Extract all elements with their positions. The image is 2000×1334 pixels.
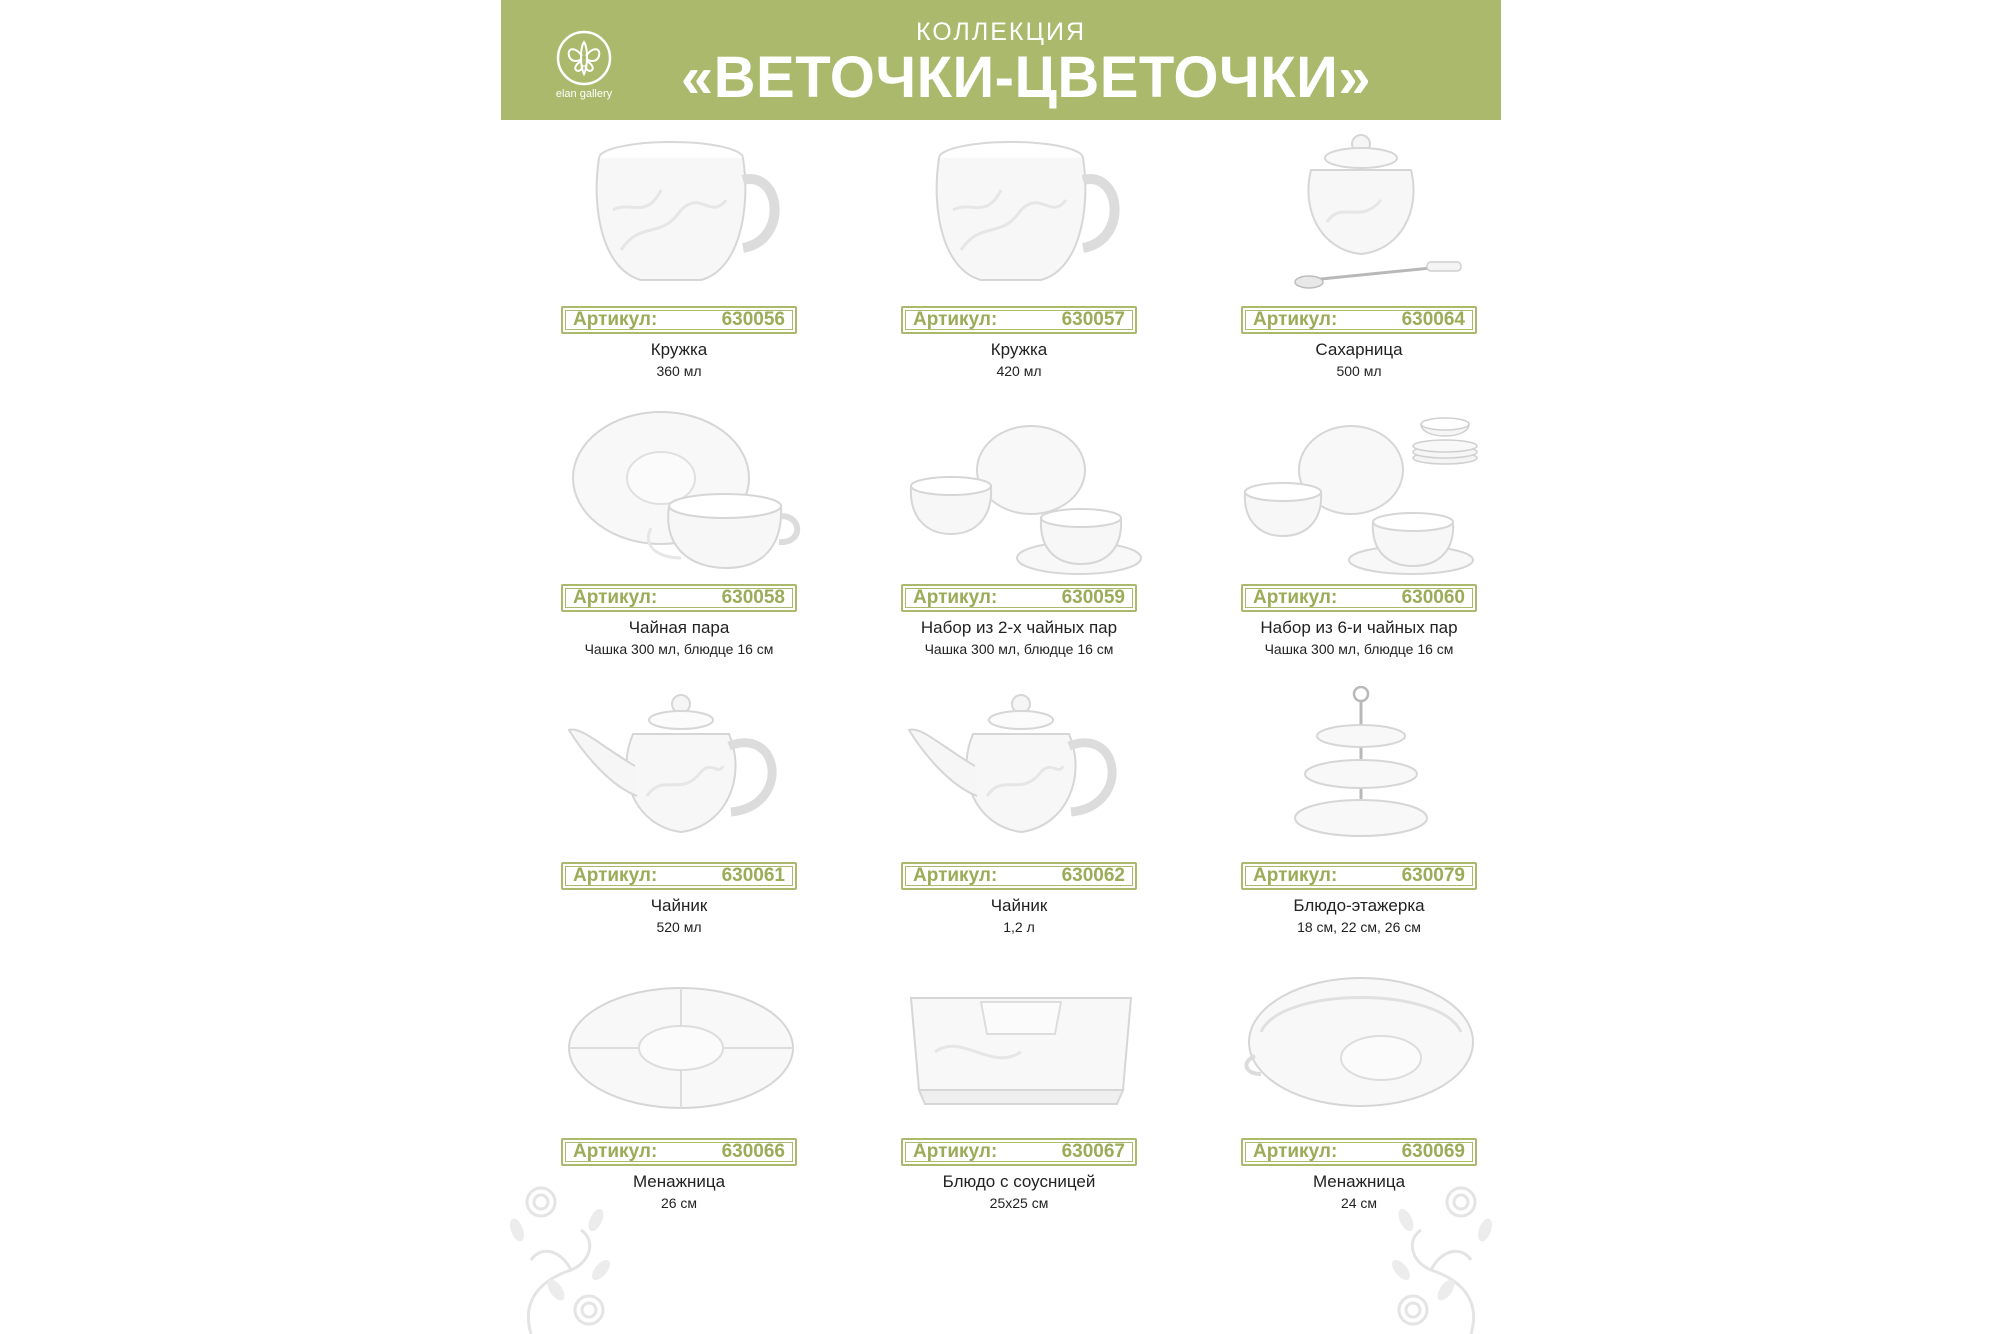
product-name: Чайная пара [628, 618, 730, 637]
sku-label: Артикул: [573, 309, 658, 330]
sku-code: 630067 [1061, 1141, 1125, 1162]
product-name: Кружка [650, 340, 708, 359]
product-details: 24 см [1340, 1195, 1378, 1211]
sku-label: Артикул: [913, 1141, 998, 1162]
collection-subtitle: КОЛЛЕКЦИЯ [915, 18, 1086, 46]
product-card [531, 686, 831, 936]
sku-code: 630060 [1401, 587, 1465, 608]
sku-code: 630059 [1061, 587, 1125, 608]
product-name: Менажница [1312, 1172, 1406, 1191]
divided-dish-image [551, 962, 811, 1130]
cake-stand-image [1231, 686, 1491, 854]
sku-code: 630062 [1061, 865, 1125, 886]
sku-badge [1241, 306, 1477, 334]
sku-label: Артикул: [1253, 1141, 1338, 1162]
product-image [891, 408, 1151, 576]
teapot-image [891, 686, 1151, 854]
sku-label: Артикул: [1253, 587, 1338, 608]
product-name: Кружка [990, 340, 1048, 359]
product-image [551, 408, 811, 576]
product-card [531, 130, 831, 380]
mug-image [891, 130, 1151, 298]
product-image [551, 962, 811, 1130]
product-card [871, 408, 1171, 658]
sku-code: 630061 [721, 865, 785, 886]
sku-code: 630064 [1401, 309, 1465, 330]
sku-label: Артикул: [913, 309, 998, 330]
product-image [1231, 130, 1491, 298]
sku-code: 630058 [721, 587, 785, 608]
product-image [891, 962, 1151, 1130]
sku-label: Артикул: [913, 865, 998, 886]
product-card [1211, 408, 1501, 658]
catalog-sheet [501, 0, 1501, 1334]
product-details: 360 мл [656, 363, 702, 379]
product-card [871, 130, 1171, 380]
product-details: 500 мл [1336, 363, 1382, 379]
product-card [531, 408, 831, 658]
product-name: Блюдо с соусницей [942, 1172, 1096, 1191]
product-image [891, 130, 1151, 298]
sugar-bowl-image [1231, 130, 1491, 298]
product-name: Набор из 6-и чайных пар [1260, 618, 1458, 637]
sku-code: 630056 [721, 309, 785, 330]
product-card [871, 686, 1171, 936]
product-name: Сахарница [1315, 340, 1403, 359]
collection-title: «ВЕТОЧКИ-ЦВЕТОЧКИ» [680, 45, 1372, 110]
product-details: Чашка 300 мл, блюдце 16 см [1264, 641, 1454, 657]
product-details: 25x25 см [989, 1195, 1049, 1211]
brand-name: elan gallery [555, 88, 613, 100]
sku-code: 630069 [1401, 1141, 1465, 1162]
product-image [891, 686, 1151, 854]
sku-code: 630057 [1061, 309, 1125, 330]
sku-code: 630079 [1401, 865, 1465, 886]
sku-badge [1241, 584, 1477, 612]
sku-label: Артикул: [573, 865, 658, 886]
product-details: 520 мл [656, 919, 702, 935]
sku-badge [901, 306, 1137, 334]
sku-code: 630066 [721, 1141, 785, 1162]
product-details: 1,2 л [1003, 919, 1035, 935]
sku-badge [1241, 862, 1477, 890]
square-platter-image [891, 962, 1151, 1130]
product-name: Чайник [650, 896, 708, 915]
sku-label: Артикул: [1253, 865, 1338, 886]
sku-badge [561, 584, 797, 612]
mug-image [551, 130, 811, 298]
sku-label: Артикул: [1253, 309, 1338, 330]
sku-label: Артикул: [573, 1141, 658, 1162]
product-image [1231, 408, 1491, 576]
sku-badge [561, 862, 797, 890]
product-image [1231, 962, 1491, 1130]
product-name: Блюдо-этажерка [1293, 896, 1425, 915]
product-name: Менажница [632, 1172, 726, 1191]
floral-ornament-right [1371, 1150, 1501, 1334]
sku-badge [901, 1138, 1137, 1166]
product-name: Набор из 2-х чайных пар [920, 618, 1118, 637]
sku-badge [901, 862, 1137, 890]
floral-ornament-left [501, 1150, 631, 1334]
teapot-image [551, 686, 811, 854]
product-image [551, 686, 811, 854]
product-details: 420 мл [996, 363, 1042, 379]
collection-header [501, 0, 1501, 120]
product-image [1231, 686, 1491, 854]
product-name: Чайник [990, 896, 1048, 915]
product-image [551, 130, 811, 298]
product-card [1211, 686, 1501, 936]
product-details: Чашка 300 мл, блюдце 16 см [924, 641, 1114, 657]
product-details: 18 см, 22 см, 26 см [1297, 919, 1421, 935]
product-card [1211, 130, 1501, 380]
product-details: Чашка 300 мл, блюдце 16 см [584, 641, 774, 657]
product-card [871, 962, 1171, 1212]
sku-label: Артикул: [573, 587, 658, 608]
tea-pair-image [551, 408, 811, 576]
sku-badge [901, 584, 1137, 612]
tea-set-2-image [891, 408, 1151, 576]
round-platter-image [1231, 962, 1491, 1130]
product-details: 26 см [660, 1195, 698, 1211]
sku-badge [561, 306, 797, 334]
tea-set-6-image [1231, 408, 1491, 576]
sku-label: Артикул: [913, 587, 998, 608]
